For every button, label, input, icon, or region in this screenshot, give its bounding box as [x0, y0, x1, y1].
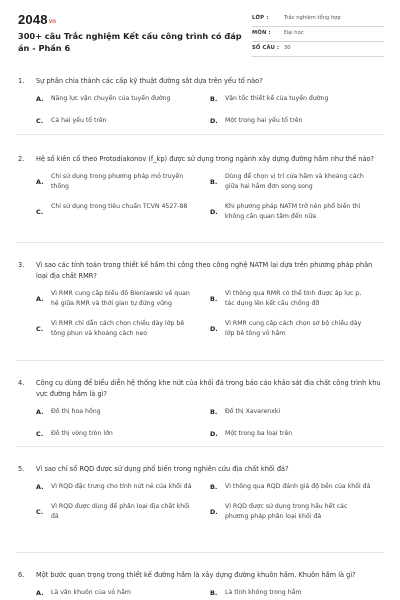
option-letter: C. — [36, 430, 44, 438]
meta-row-count — [252, 42, 384, 57]
question-text — [18, 154, 384, 165]
option-text: Chỉ sử dụng trong phương pháp mỏ truyền thống — [51, 173, 184, 190]
option-text: Năng lực vận chuyển của tuyến đường — [51, 95, 171, 102]
option-text: Vì thông qua RQD đánh giá độ bền của khối đá — [225, 483, 371, 490]
option-text: Đồ thị hoa hồng — [51, 408, 101, 415]
meta-key: LỚP : — [252, 15, 269, 21]
question-divider — [16, 360, 384, 361]
option-letter: A. — [36, 483, 44, 491]
option-letter: B. — [210, 483, 218, 491]
answer-options — [36, 289, 384, 339]
option-letter: C. — [36, 117, 44, 125]
option-letter: B. — [210, 178, 218, 186]
option-text: Dùng để chọn vị trí cửa hầm và khoảng cách giữa hai hầm đơn song song — [225, 173, 364, 190]
answer-options — [36, 94, 384, 126]
option-letter: D. — [210, 430, 218, 438]
answer-option-b[interactable] — [210, 94, 384, 104]
question-number: 5. — [18, 465, 25, 473]
option-text: Một trong ba loại trên — [225, 430, 293, 437]
option-text: Vì RMR chỉ dẫn cách chọn chiều dày lớp bê tông phun và khoảng cách neo — [51, 320, 185, 337]
option-row — [36, 429, 384, 439]
option-row — [36, 588, 384, 598]
option-text: Đồ thị vòng tròn lớn — [51, 430, 113, 437]
answer-option-d[interactable] — [210, 202, 384, 222]
question-2 — [0, 154, 400, 232]
option-letter: A. — [36, 589, 44, 597]
logo-suffix: vn — [48, 19, 57, 25]
option-letter: B. — [210, 295, 218, 303]
option-row — [36, 319, 384, 339]
option-letter: B. — [210, 408, 218, 416]
option-text: Đồ thị Xavarenxki — [225, 408, 281, 415]
question-number: 1. — [18, 77, 25, 85]
answer-options — [36, 172, 384, 222]
option-letter: D. — [210, 325, 218, 333]
option-text: Cả hai yếu tố trên — [51, 117, 107, 124]
answer-option-a[interactable] — [36, 407, 210, 417]
answer-option-d[interactable] — [210, 429, 384, 439]
option-text: Là tĩnh không trong hầm — [225, 589, 302, 596]
option-letter: C. — [36, 508, 44, 516]
question-number: 2. — [18, 155, 25, 163]
option-letter: A. — [36, 95, 44, 103]
answer-option-c[interactable] — [36, 202, 210, 222]
question-number: 3. — [18, 261, 25, 269]
answer-option-d[interactable] — [210, 502, 384, 522]
question-divider — [16, 242, 384, 243]
meta-value: Trắc nghiệm tổng hợp — [284, 15, 341, 21]
answer-option-a[interactable] — [36, 482, 210, 492]
question-4 — [0, 378, 400, 451]
question-3 — [0, 260, 400, 349]
answer-option-b[interactable] — [210, 482, 384, 492]
option-row — [36, 172, 384, 192]
question-body: Hệ số kiên cố theo Protodiakonov (f_kp) được sử dụng trong ngành xây dựng đường hầm như thế nào? — [36, 155, 375, 163]
option-text: Chỉ sử dụng trong tiêu chuẩn TCVN 4527-88 — [51, 203, 188, 210]
option-text: Vì RMR cung cấp cách chọn sơ bộ chiều dày lớp bê tông vỏ hầm — [225, 320, 362, 337]
question-text — [18, 260, 384, 282]
option-text: Vì RQD được dùng để phân loại địa chất khối đá — [51, 503, 190, 520]
option-text: Khi phương pháp NATM trở nên phổ biến thì không cần quan tâm đến nữa — [225, 203, 361, 220]
answer-option-b[interactable] — [210, 172, 384, 192]
question-text — [18, 378, 384, 400]
question-body: Sự phân chia thành các cấp kỹ thuật đường sắt dựa trên yếu tố nào? — [36, 77, 263, 85]
option-text: Là vân khuôn của vỏ hầm — [51, 589, 131, 596]
logo-text: 2048 — [18, 12, 48, 27]
option-text: Vì RQD đặc trưng cho tính nứt nẻ của khối đá — [51, 483, 192, 490]
question-1 — [0, 76, 400, 138]
option-letter: C. — [36, 208, 44, 216]
option-letter: B. — [210, 589, 218, 597]
answer-option-c[interactable] — [36, 429, 210, 439]
option-text: Vì RMR cung cấp biểu đồ Bieniawski về quan hệ giữa RMR và thời gian tự đứng vững — [51, 290, 190, 307]
meta-value: 30 — [284, 45, 291, 51]
answer-option-a[interactable] — [36, 289, 210, 309]
option-letter: D. — [210, 117, 218, 125]
answer-option-b[interactable] — [210, 588, 384, 598]
option-text: Một trong hai yếu tố trên — [225, 117, 303, 124]
option-row — [36, 482, 384, 492]
document-header — [0, 0, 400, 60]
question-divider — [16, 134, 384, 135]
meta-key: SỐ CÂU : — [252, 45, 280, 51]
answer-options — [36, 482, 384, 522]
option-row — [36, 289, 384, 309]
meta-info — [252, 12, 384, 57]
option-row — [36, 407, 384, 417]
answer-options — [36, 588, 384, 598]
question-body: Vì sao các tính toán trong thiết kế hầm thi công theo công nghệ NATM lại dựa trên phương pháp phân loại địa chất RMR? — [36, 261, 373, 280]
question-text — [18, 570, 384, 581]
option-letter: A. — [36, 295, 44, 303]
answer-option-a[interactable] — [36, 588, 210, 598]
meta-row-class — [252, 12, 384, 27]
question-divider — [16, 446, 384, 447]
option-row — [36, 502, 384, 522]
answer-option-b[interactable] — [210, 407, 384, 417]
option-text: Vận tốc thiết kế của tuyến đường — [225, 95, 329, 102]
option-letter: C. — [36, 325, 44, 333]
meta-value: Đại học — [284, 30, 304, 36]
question-text — [18, 76, 384, 87]
page-title: 300+ câu Trắc nghiệm Kết cấu công trình có đáp án - Phần 6 — [18, 31, 242, 53]
answer-option-d[interactable] — [210, 319, 384, 339]
answer-option-a[interactable] — [36, 172, 210, 192]
option-letter: B. — [210, 95, 218, 103]
option-letter: A. — [36, 408, 44, 416]
option-letter: A. — [36, 178, 44, 186]
option-text: Vì thông qua RMR có thể tính được áp lực p, tác dụng lên kết cấu chống đỡ — [225, 290, 362, 307]
option-letter: D. — [210, 508, 218, 516]
question-5 — [0, 464, 400, 532]
question-body: Vì sao chỉ số RQD được sử dụng phổ biến trong nghiên cứu địa chất khối đá? — [36, 465, 289, 473]
meta-key: MÔN : — [252, 30, 271, 36]
site-logo[interactable] — [18, 12, 56, 27]
question-body: Một bước quan trọng trong thiết kế đường hầm là xây dựng đường khuôn hầm. Khuôn hầm là gì? — [36, 571, 356, 579]
answer-option-d[interactable] — [210, 116, 384, 126]
question-number: 6. — [18, 571, 25, 579]
answer-options — [36, 407, 384, 439]
question-number: 4. — [18, 379, 25, 387]
question-body: Công cụ dùng để biểu diễn hệ thống khe nứt của khối đá trong báo cáo khảo sát địa chất công trình khu vực đường hầm là gì? — [36, 379, 381, 398]
option-text: Vì RQD được sử dụng trong hầu hết các phương pháp phân loại khối đá — [225, 503, 348, 520]
option-row — [36, 202, 384, 222]
question-6 — [0, 570, 400, 600]
answer-option-c[interactable] — [36, 116, 210, 126]
question-text — [18, 464, 384, 475]
answer-option-a[interactable] — [36, 94, 210, 104]
option-letter: D. — [210, 208, 218, 216]
answer-option-b[interactable] — [210, 289, 384, 309]
option-row — [36, 94, 384, 104]
meta-row-subject — [252, 27, 384, 42]
answer-option-c[interactable] — [36, 502, 210, 522]
option-row — [36, 116, 384, 126]
answer-option-c[interactable] — [36, 319, 210, 339]
question-divider — [16, 552, 384, 553]
